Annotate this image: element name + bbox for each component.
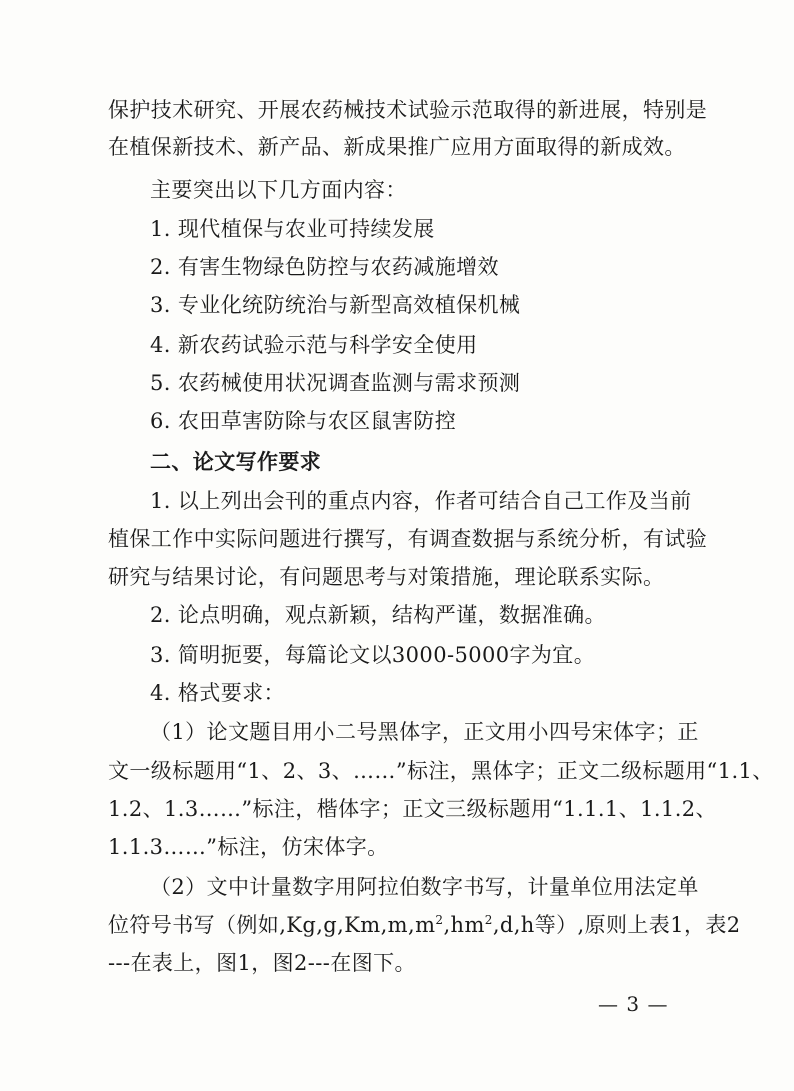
- units-text-before: 位符号书写（例如,Kg,g,Km,m,m: [108, 913, 436, 937]
- units-text-middle: ,hm: [443, 913, 485, 937]
- page-number: — 3 —: [598, 992, 669, 1016]
- paragraph-line: 1.2、1.3……”标注，楷体字；正文三级标题用“1.1.1、1.1.2、: [108, 797, 717, 821]
- paragraph-line: 主要突出以下几方面内容：: [150, 178, 407, 202]
- paragraph-line: （2）文中计量数字用阿拉伯数字书写，计量单位用法定单: [150, 875, 699, 899]
- paragraph-line: 3. 简明扼要，每篇论文以3000-5000字为宜。: [150, 643, 596, 667]
- list-item: 2. 有害生物绿色防控与农药减施增效: [150, 255, 499, 279]
- list-item: 5. 农药械使用状况调查监测与需求预测: [150, 371, 521, 395]
- superscript: 2: [484, 913, 493, 927]
- paragraph-line: （1）论文题目用小二号黑体字，正文用小四号宋体字；正: [150, 720, 699, 744]
- list-item: 1. 现代植保与农业可持续发展: [150, 217, 435, 241]
- list-item: 4. 新农药试验示范与科学安全使用: [150, 333, 478, 357]
- paragraph-line: 4. 格式要求：: [150, 681, 285, 705]
- paragraph-line-units: [108, 910, 774, 940]
- section-heading: 二、论文写作要求: [150, 450, 322, 474]
- paragraph-line: 1. 以上列出会刊的重点内容，作者可结合自己工作及当前: [150, 489, 692, 513]
- paragraph-line: 文一级标题用“1、2、3、……”标注，黑体字；正文二级标题用“1.1、: [108, 759, 774, 783]
- list-item: 3. 专业化统防统治与新型高效植保机械: [150, 293, 521, 317]
- paragraph-line: 植保工作中实际问题进行撰写，有调查数据与系统分析，有试验: [108, 527, 708, 551]
- paragraph-line: 保护技术研究、开展农药械技术试验示范取得的新进展，特别是: [108, 98, 708, 122]
- superscript: 2: [435, 913, 444, 927]
- paragraph-line: 研究与结果讨论，有问题思考与对策措施，理论联系实际。: [108, 565, 665, 589]
- paragraph-line: 1.1.3……”标注，仿宋体字。: [108, 835, 389, 859]
- paragraph-line: 2. 论点明确，观点新颖，结构严谨，数据准确。: [150, 603, 606, 627]
- paragraph-line: ---在表上，图1，图2---在图下。: [108, 951, 416, 975]
- paragraph-line: 在植保新技术、新产品、新成果推广应用方面取得的新成效。: [108, 135, 686, 159]
- list-item: 6. 农田草害防除与农区鼠害防控: [150, 409, 457, 433]
- units-text-after: ,d,h等）,原则上表1，表2: [492, 913, 741, 937]
